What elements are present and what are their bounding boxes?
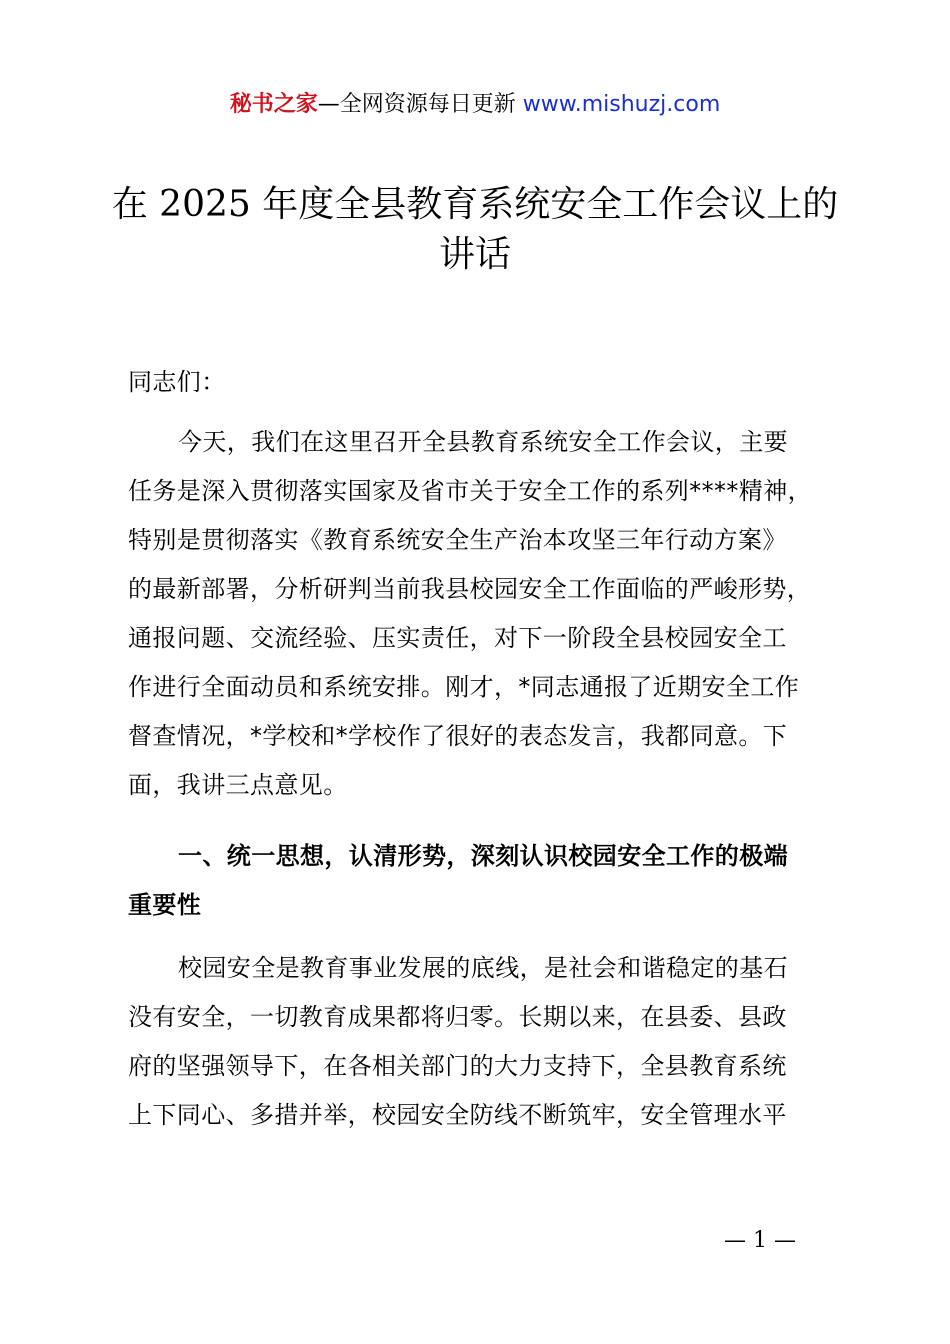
header-tagline: —全网资源每日更新 [317, 92, 523, 117]
title-line-1: 在 2025 年度全县教育系统安全工作会议上的 [111, 184, 839, 225]
paragraph-line: 督查情况，*学校和*学校作了很好的表态发言，我都同意。下 [128, 722, 788, 750]
salutation [128, 358, 838, 407]
paragraph-line: 上下同心、多措并举，校园安全防线不断筑牢，安全管理水平 [128, 1101, 787, 1129]
paragraph-section-1 [128, 944, 838, 1140]
title-line-2: 讲话 [438, 234, 511, 275]
brand-name: 秘书之家 [229, 92, 318, 117]
salutation-text: 同志们： [128, 368, 226, 396]
paragraph-line: 面，我讲三点意见。 [128, 771, 348, 799]
site-header [0, 88, 950, 122]
site-url-link[interactable]: www.mishuzj.com [522, 92, 721, 117]
paragraph-line: 通报问题、交流经验、压实责任，对下一阶段全县校园安全工 [128, 624, 787, 652]
paragraph-line: 任务是深入贯彻落实国家及省市关于安全工作的系列****精神， [128, 477, 812, 505]
paragraph-intro [128, 418, 838, 810]
paragraph-line: 没有安全，一切教育成果都将归零。长期以来，在县委、县政 [128, 1003, 787, 1031]
page-number: — 1 — [724, 1228, 796, 1253]
paragraph-line: 特别是贯彻落实《教育系统安全生产治本攻坚三年行动方案》 [128, 526, 787, 554]
heading-line: 重要性 [128, 891, 202, 919]
paragraph-line: 作进行全面动员和系统安排。刚才，*同志通报了近期安全工作 [128, 673, 800, 701]
document-title [0, 180, 950, 280]
section-heading-1 [128, 832, 838, 930]
paragraph-line: 的最新部署，分析研判当前我县校园安全工作面临的严峻形势， [128, 575, 812, 603]
paragraph-line: 校园安全是教育事业发展的底线，是社会和谐稳定的基石 [178, 954, 788, 982]
heading-line: 一、统一思想，认清形势，深刻认识校园安全工作的极端 [178, 842, 788, 870]
paragraph-line: 今天，我们在这里召开全县教育系统安全工作会议，主要 [178, 428, 788, 456]
paragraph-line: 府的坚强领导下，在各相关部门的大力支持下，全县教育系统 [128, 1052, 787, 1080]
